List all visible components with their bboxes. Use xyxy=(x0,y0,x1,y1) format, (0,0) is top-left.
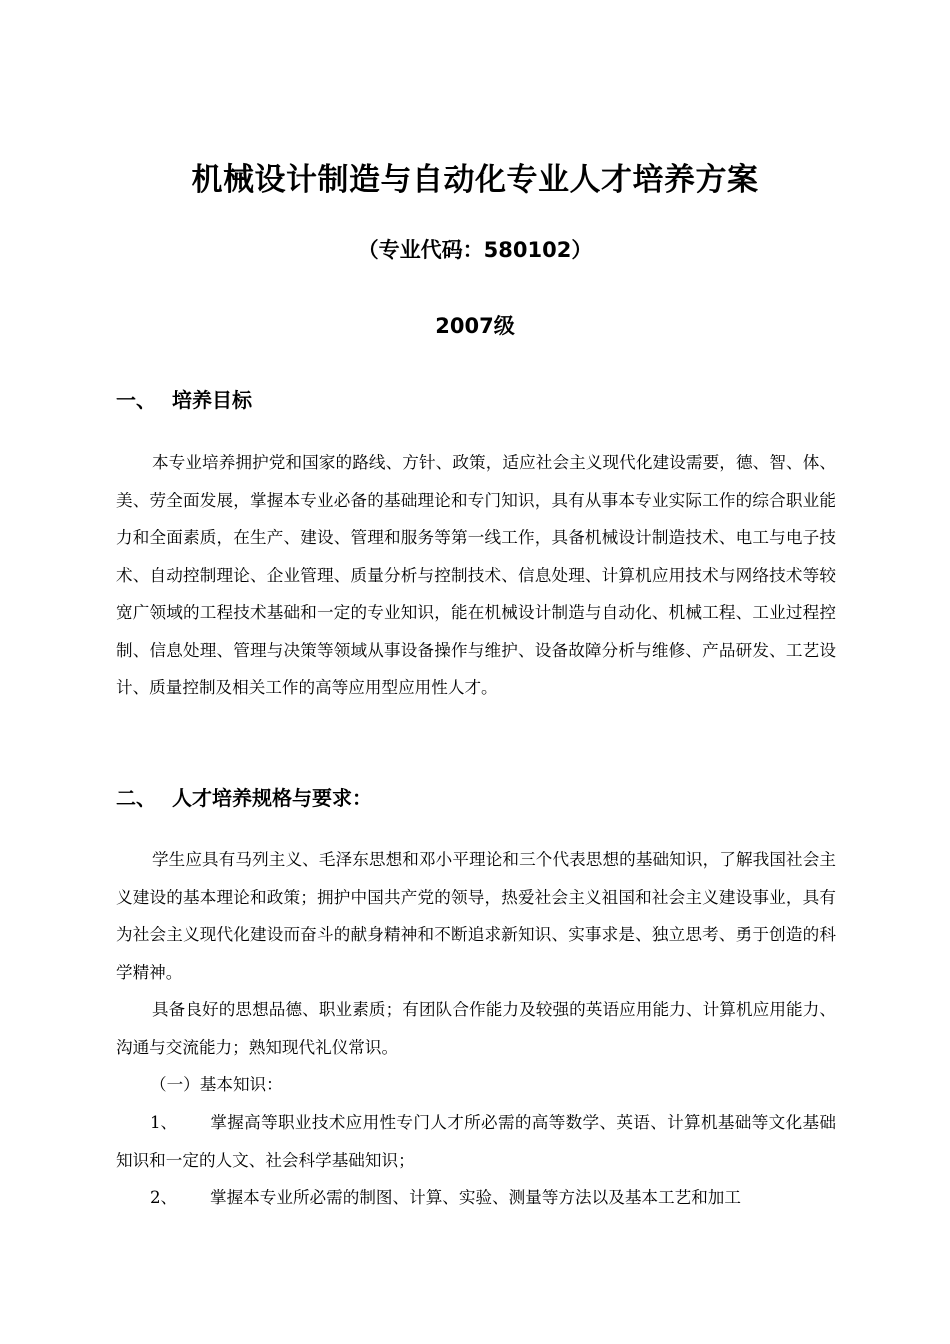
grade-year: 2007级 xyxy=(435,314,515,338)
objectives-paragraph: 本专业培养拥护党和国家的路线、方针、政策，适应社会主义现代化建设需要，德、智、体、美、劳全面发展，掌握本专业必备的基础理论和专门知识，具有从事本专业实际工作的综合职业能力和全面素质，在生产、建设、管理和服务等第一线工作，具备机械设计制造技术、电工与电子技术、自动控制理论、企业管理、质量分析与控制技术、信息处理、计算机应用技术与网络技术等较宽广领域的工程技术基础和一定的专业知识，能在机械设计制造与自动化、机械工程、工业过程控制、信息处理、管理与决策等领域从事设备操作与维护、设备故障分析与维修、产品研发、工艺设计、质量控制及相关工作的高等应用型应用性人才。 xyxy=(116,453,836,697)
section-heading-requirements xyxy=(116,783,372,813)
section-heading-objectives xyxy=(116,385,252,415)
document-title: 机械设计制造与自动化专业人才培养方案 xyxy=(191,162,759,198)
section-number: 二、 xyxy=(116,786,156,810)
subsection-heading-basic-knowledge: （一）基本知识： xyxy=(150,1075,283,1094)
list-item xyxy=(116,1104,836,1179)
requirements-paragraph-1: 学生应具有马列主义、毛泽东思想和邓小平理论和三个代表思想的基础知识，了解我国社会主义建设的基本理论和政策；拥护中国共产党的领导，热爱社会主义祖国和社会主义建设事业，具有为社会主义现代化建设而奋斗的献身精神和不断追求新知识、实事求是、独立思考、勇于创造的科学精神。 xyxy=(116,850,836,982)
list-marker: 1、 xyxy=(150,1113,178,1132)
section-number: 一、 xyxy=(116,388,156,412)
list-item xyxy=(116,1179,836,1217)
list-item-text: 掌握本专业所必需的制图、计算、实验、测量等方法以及基本工艺和加工 xyxy=(210,1188,741,1207)
major-code: （专业代码：580102） xyxy=(357,238,593,262)
list-item-text: 掌握高等职业技术应用性专门人才所必需的高等数学、英语、计算机基础等文化基础知识和一定的人文、社会科学基础知识； xyxy=(116,1113,836,1170)
list-marker: 2、 xyxy=(150,1188,178,1207)
section-title: 培养目标 xyxy=(172,388,252,412)
section-title: 人才培养规格与要求： xyxy=(172,786,372,810)
requirements-paragraph-2: 具备良好的思想品德、职业素质；有团队合作能力及较强的英语应用能力、计算机应用能力、沟通与交流能力；熟知现代礼仪常识。 xyxy=(116,1000,836,1057)
